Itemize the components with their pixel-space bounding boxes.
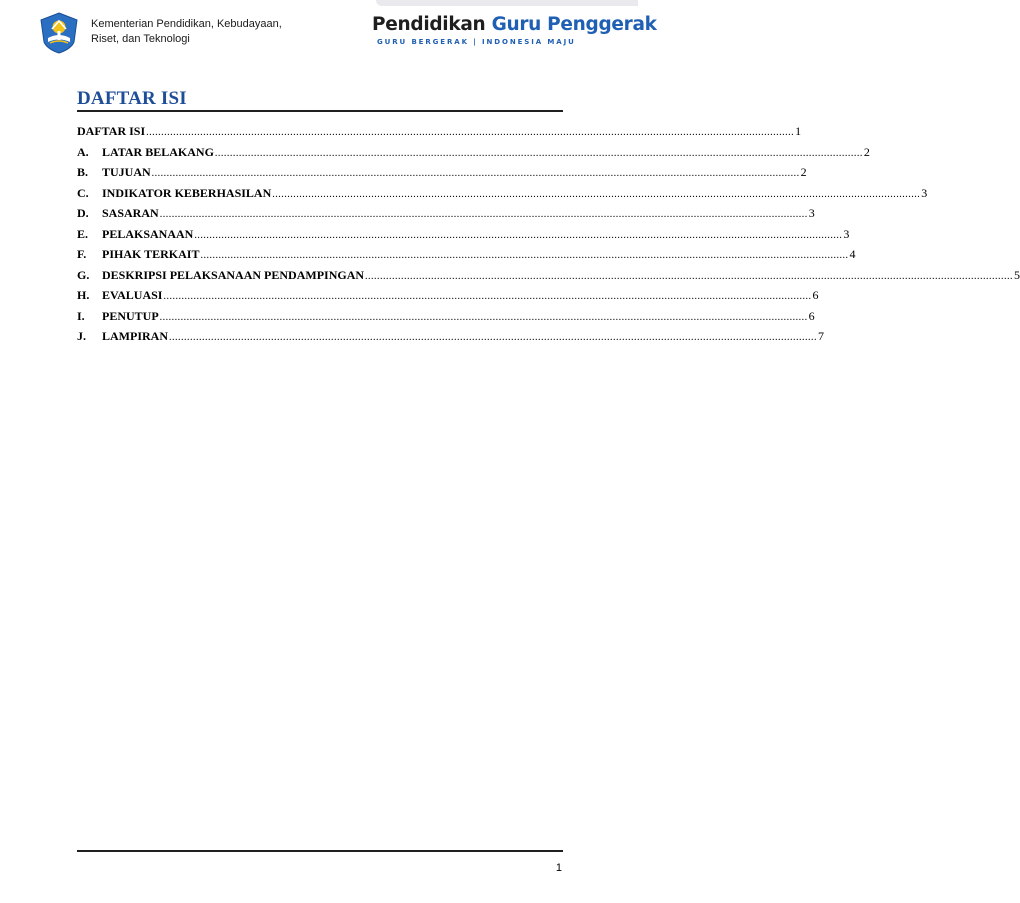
- toc-entry-title: LATAR BELAKANG: [102, 144, 214, 159]
- toc-entry-page: 7: [818, 329, 824, 343]
- footer-divider: [77, 850, 563, 852]
- table-of-contents: [77, 124, 1020, 350]
- toc-dot-leader: [146, 127, 794, 138]
- toc-entry[interactable]: [77, 247, 856, 268]
- toc-entry-letter: J.: [77, 329, 86, 343]
- toc-entry-title: SASARAN: [102, 206, 159, 220]
- brand-word-pendidikan: Pendidikan: [372, 14, 486, 35]
- toc-dot-leader: [163, 291, 811, 302]
- toc-entry-letter: G.: [77, 267, 90, 282]
- toc-entry-page: 3: [843, 226, 850, 241]
- toc-dot-leader: [365, 271, 1013, 282]
- toc-entry-letter: H.: [77, 288, 90, 302]
- document-header: [0, 0, 657, 70]
- toc-dot-leader: [194, 230, 842, 241]
- heading-divider: [77, 110, 563, 112]
- toc-heading: DAFTAR ISI: [77, 88, 187, 109]
- brand-title: [372, 14, 657, 36]
- brand-logo: [372, 14, 657, 46]
- toc-entry-letter: A.: [77, 144, 89, 159]
- toc-entry-page: 2: [800, 165, 807, 179]
- page-number: 1: [555, 862, 562, 874]
- toc-entry-letter: F.: [77, 247, 87, 261]
- toc-entry[interactable]: [77, 267, 1020, 289]
- toc-entry[interactable]: [77, 124, 802, 145]
- toc-entry-page: 3: [808, 206, 815, 220]
- toc-entry-page: 6: [808, 308, 815, 323]
- ministry-name-line2: Riset, dan Teknologi: [91, 33, 190, 45]
- brand-tagline: GURU BERGERAK | INDONESIA MAJU: [377, 38, 576, 46]
- toc-entry[interactable]: [77, 165, 807, 186]
- ministry-name: [91, 17, 282, 47]
- toc-entry-title: PELAKSANAAN: [102, 226, 194, 241]
- toc-entry-page: 5: [1014, 267, 1020, 282]
- toc-entry-title: PENUTUP: [102, 308, 159, 323]
- toc-entry-title: TUJUAN: [102, 165, 151, 179]
- toc-dot-leader: [160, 312, 808, 323]
- toc-dot-leader: [200, 250, 848, 261]
- brand-banner-background: [376, 0, 638, 6]
- toc-entry-title: DAFTAR ISI: [77, 124, 146, 138]
- ministry-name-line1: Kementerian Pendidikan, Kebudayaan,: [91, 18, 282, 30]
- toc-entry-letter: B.: [77, 165, 89, 179]
- toc-entry-letter: E.: [77, 226, 89, 241]
- toc-entry-letter: I.: [77, 308, 85, 323]
- toc-dot-leader: [152, 168, 800, 179]
- toc-dot-leader: [272, 189, 920, 200]
- tut-wuri-handayani-logo-icon: [38, 12, 80, 54]
- toc-entry[interactable]: [77, 226, 850, 248]
- toc-entry-page: 6: [812, 288, 819, 302]
- toc-dot-leader: [169, 332, 817, 343]
- toc-entry-title: DESKRIPSI PELAKSANAAN PENDAMPINGAN: [102, 267, 365, 282]
- toc-entry-letter: C.: [77, 185, 89, 200]
- toc-entry-title: EVALUASI: [102, 288, 163, 302]
- toc-entry[interactable]: [77, 206, 815, 227]
- toc-entry[interactable]: [77, 185, 928, 207]
- toc-entry-page: 3: [921, 185, 928, 200]
- toc-entry-letter: D.: [77, 206, 89, 220]
- toc-entry[interactable]: [77, 308, 815, 330]
- toc-entry-page: 1: [795, 124, 802, 138]
- toc-entry[interactable]: [77, 288, 819, 309]
- toc-entry[interactable]: [77, 329, 824, 350]
- toc-entry-title: PIHAK TERKAIT: [102, 247, 200, 261]
- toc-dot-leader: [215, 148, 863, 159]
- toc-entry-page: 4: [849, 247, 856, 261]
- toc-entry-page: 2: [863, 144, 870, 159]
- toc-entry-title: LAMPIRAN: [102, 329, 168, 343]
- toc-dot-leader: [160, 209, 808, 220]
- toc-entry[interactable]: [77, 144, 870, 166]
- toc-entry-title: INDIKATOR KEBERHASILAN: [102, 185, 272, 200]
- brand-word-guru-penggerak: Guru Penggerak: [491, 14, 657, 35]
